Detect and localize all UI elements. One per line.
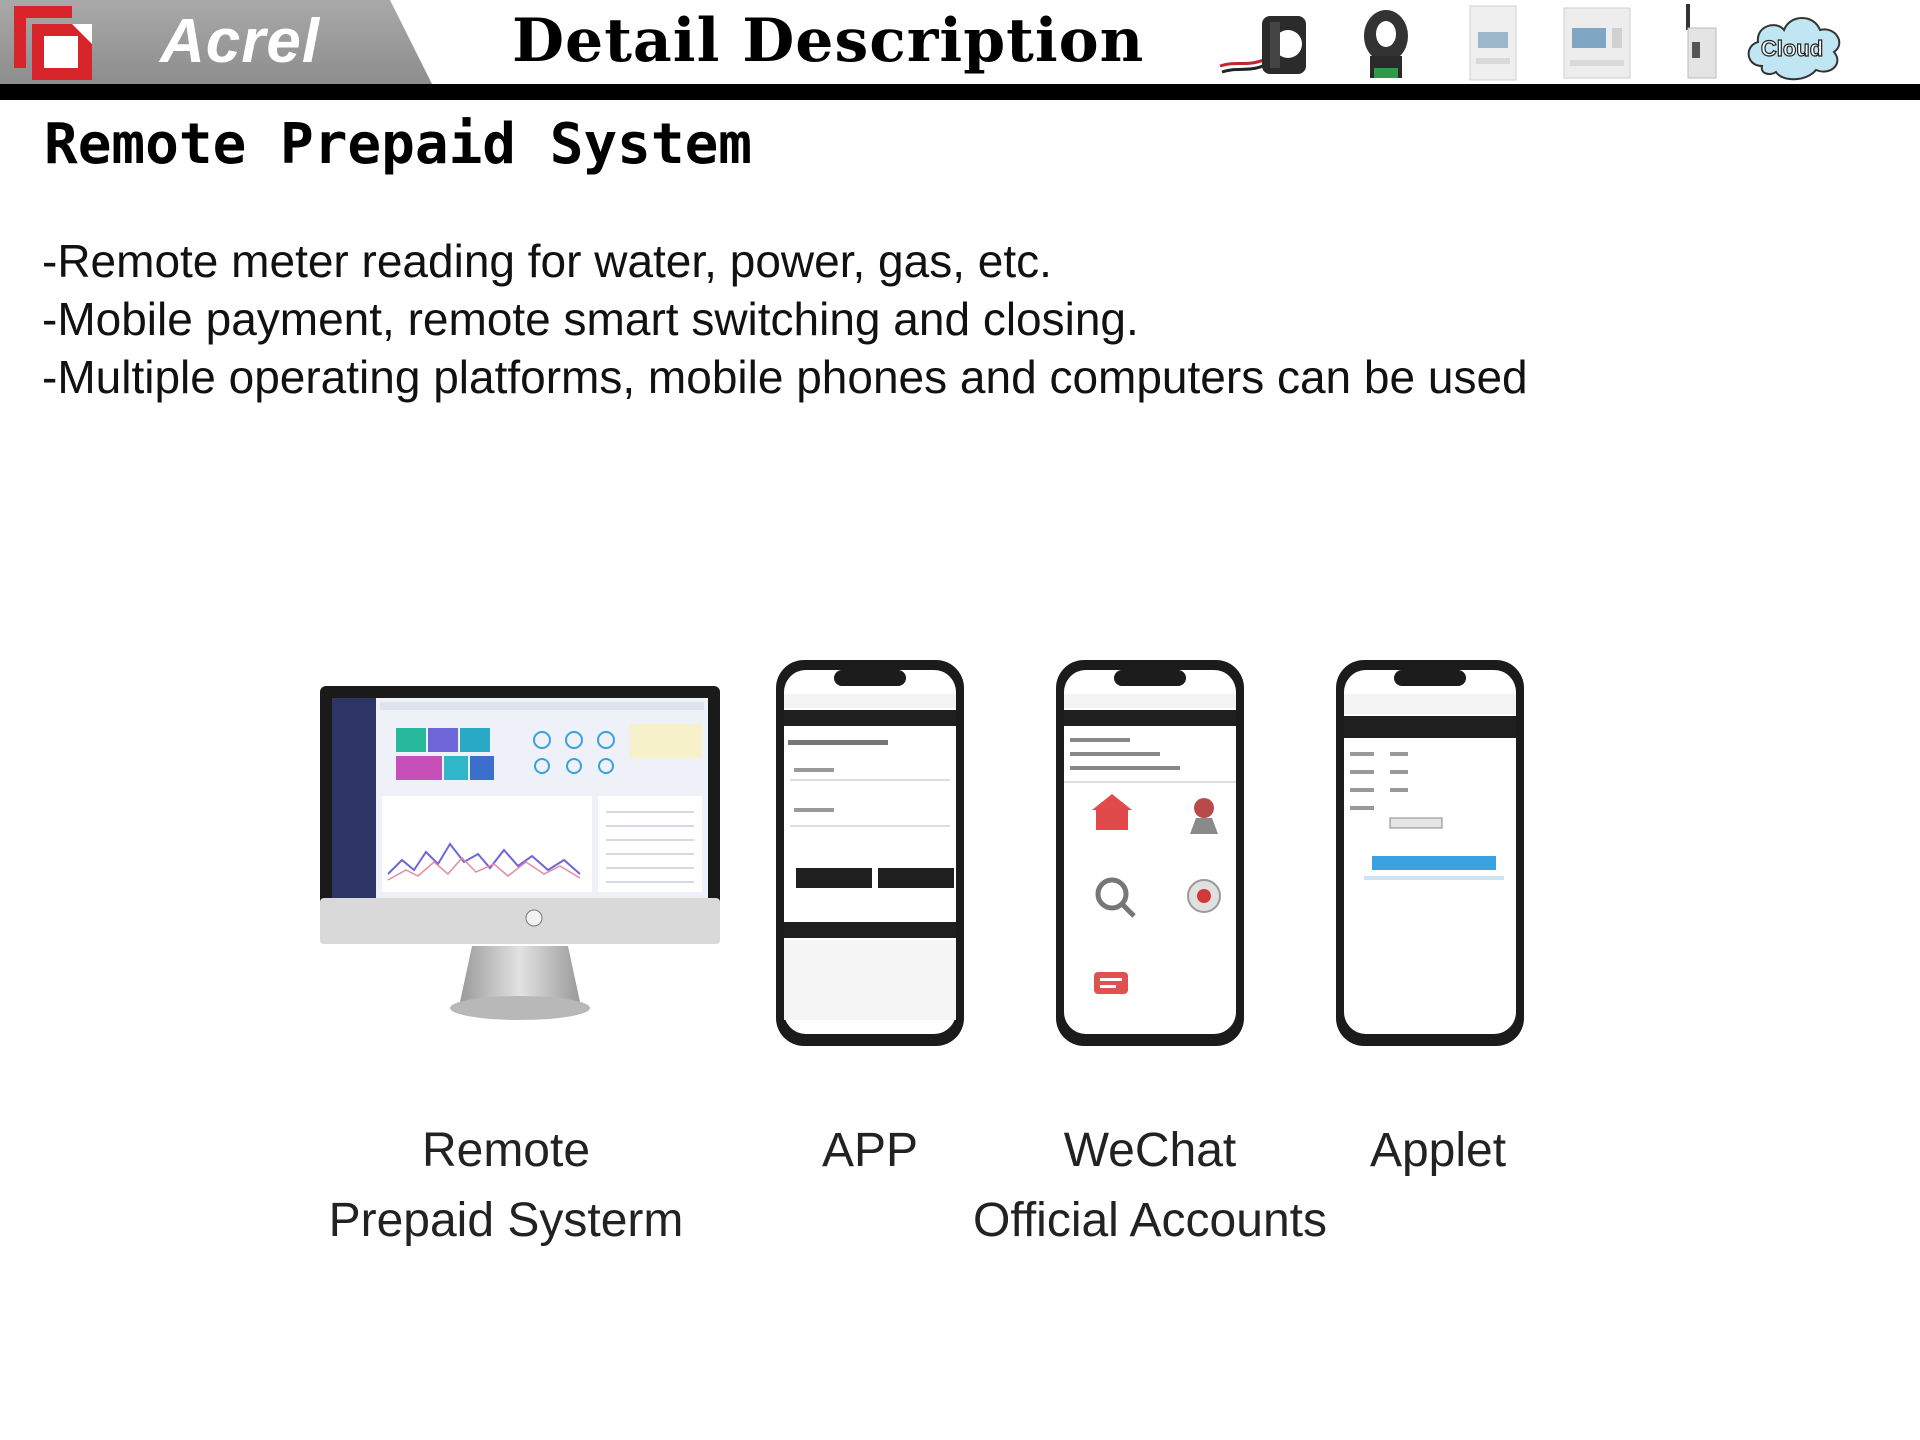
feature-item: -Multiple operating platforms, mobile phones and computers can be used: [42, 351, 1528, 403]
caption-line: Prepaid Systerm: [328, 1194, 684, 1247]
applet-phone-image: [1334, 658, 1526, 1048]
caption-line: Applet: [1369, 1124, 1507, 1177]
cloud-label: Cloud: [1760, 36, 1824, 61]
desktop-monitor-image: [318, 684, 722, 1030]
hall-sensor-icon: [1356, 6, 1416, 84]
caption-app: [770, 1116, 970, 1186]
wechat-phone-image: [1054, 658, 1246, 1048]
caption-line: APP: [821, 1124, 919, 1177]
page-title: Detail Description: [512, 6, 1145, 76]
caption-applet: [1338, 1116, 1538, 1186]
header-divider: [0, 84, 1920, 100]
feature-list: [42, 232, 1528, 406]
caption-line: WeChat: [1063, 1124, 1237, 1177]
caption-wechat-official-accounts: [950, 1116, 1350, 1256]
wireless-gateway-icon: [1678, 2, 1724, 82]
feature-item: -Remote meter reading for water, power, gas, etc.: [42, 235, 1052, 287]
acrel-logo-icon: [12, 4, 94, 82]
three-phase-meter-icon: [1562, 6, 1632, 80]
caption-line: Official Accounts: [973, 1194, 1327, 1247]
header-bar: [0, 0, 1920, 100]
brand-name: Acrel: [160, 7, 321, 76]
app-phone-image: [774, 658, 966, 1048]
single-phase-meter-icon: [1464, 4, 1522, 82]
feature-item: -Mobile payment, remote smart switching and closing.: [42, 293, 1139, 345]
section-title: Remote Prepaid System: [44, 112, 753, 177]
caption-remote-prepaid-system: [306, 1116, 706, 1256]
caption-line: Remote: [421, 1124, 591, 1177]
current-transformer-icon: [1218, 8, 1318, 84]
